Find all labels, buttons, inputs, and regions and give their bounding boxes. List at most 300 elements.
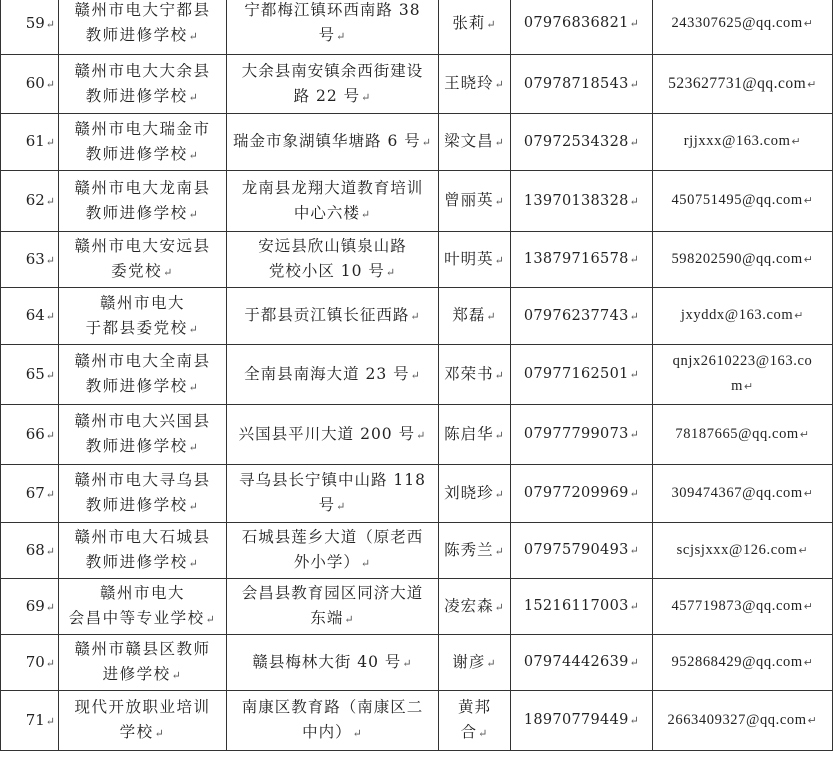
contact-person-cell	[439, 232, 511, 288]
phone-number-text: 07974442639	[523, 654, 629, 670]
table-row	[1, 171, 833, 232]
email-address-line	[656, 538, 829, 564]
email-address-line	[656, 71, 829, 98]
unit-name-text: 教师进修学校	[85, 496, 188, 514]
address-line	[230, 422, 435, 448]
paragraph-mark-icon: ↵	[629, 194, 640, 208]
unit-name-text: 进修学校	[102, 665, 171, 683]
phone-number-text: 07977209969	[523, 485, 629, 501]
unit-name-line	[62, 142, 223, 168]
unit-name-text: 教师进修学校	[85, 26, 188, 44]
paragraph-mark-icon: ↵	[188, 441, 200, 454]
email-address-line	[656, 422, 829, 448]
paragraph-mark-icon: ↵	[791, 136, 802, 148]
paragraph-mark-icon: ↵	[336, 30, 347, 43]
paragraph-mark-icon: ↵	[45, 487, 55, 501]
row-number-cell	[1, 114, 59, 171]
phone-number-cell	[511, 171, 653, 232]
phone-number-cell	[511, 345, 653, 405]
address-line	[230, 176, 435, 201]
paragraph-mark-icon: ↵	[803, 253, 814, 266]
contact-person-line	[442, 188, 507, 214]
email-address-text: 598202590@qq.com	[671, 250, 803, 267]
unit-name-line	[62, 468, 223, 493]
contact-person-cell	[439, 523, 511, 579]
row-number-cell	[1, 523, 59, 579]
unit-name-cell	[59, 288, 227, 345]
unit-name-cell	[59, 114, 227, 171]
unit-name-line	[62, 637, 223, 662]
email-address-line	[656, 708, 829, 734]
contact-person-cell	[439, 55, 511, 114]
paragraph-mark-icon: ↵	[188, 381, 200, 394]
unit-name-text: 赣州市电大龙南县	[74, 178, 211, 197]
paragraph-mark-icon: ↵	[629, 135, 640, 149]
email-address-cell	[653, 405, 833, 465]
unit-name-text: 赣州市电大宁都县	[74, 1, 211, 19]
unit-name-text: 赣州市电大兴国县	[74, 412, 211, 430]
phone-number-text: 13879716578	[523, 251, 629, 267]
row-number-cell	[1, 55, 59, 114]
unit-name-text: 赣州市电大瑞金市	[74, 119, 211, 138]
unit-name-line	[62, 720, 223, 746]
row-number-line	[4, 71, 55, 97]
address-text: 南康区教育路（南康区二	[241, 698, 424, 716]
email-address-cell	[653, 523, 833, 579]
paragraph-mark-icon: ↵	[494, 428, 505, 442]
paragraph-mark-icon: ↵	[410, 368, 421, 382]
paragraph-mark-icon: ↵	[629, 368, 640, 381]
unit-name-line	[62, 374, 223, 400]
address-text: 东端	[310, 609, 344, 627]
paragraph-mark-icon: ↵	[629, 253, 640, 266]
email-address-text: scjsjxxx@126.com	[676, 541, 798, 558]
table-row	[1, 0, 833, 55]
contact-person-cell	[439, 405, 511, 465]
paragraph-mark-icon: ↵	[45, 656, 55, 670]
unit-name-cell	[59, 0, 227, 55]
paragraph-mark-icon: ↵	[629, 428, 640, 441]
paragraph-mark-icon: ↵	[385, 266, 397, 279]
unit-name-text: 现代开放职业培训	[74, 698, 211, 716]
row-number-line	[4, 303, 55, 329]
table-row	[1, 114, 833, 171]
paragraph-mark-icon: ↵	[629, 656, 640, 669]
paragraph-mark-icon: ↵	[45, 78, 55, 91]
unit-name-cell	[59, 691, 227, 751]
row-number-line	[4, 422, 55, 448]
phone-number-cell	[511, 288, 653, 345]
unit-name-line	[62, 234, 223, 259]
unit-name-text: 委党校	[111, 262, 163, 280]
contact-person-text: 张莉	[452, 13, 486, 32]
paragraph-mark-icon: ↵	[402, 656, 413, 670]
phone-number-line	[514, 304, 649, 329]
contact-person-text: 曾丽英	[444, 191, 494, 209]
unit-name-text: 赣州市电大寻乌县	[74, 471, 211, 489]
row-number-text: 66	[25, 424, 45, 443]
paragraph-mark-icon: ↵	[629, 309, 640, 323]
address-cell	[227, 288, 439, 345]
unit-name-text: 赣州市电大安远县	[74, 237, 211, 255]
paragraph-mark-icon: ↵	[794, 310, 805, 322]
address-line	[230, 550, 435, 576]
paragraph-mark-icon: ↵	[45, 17, 55, 31]
contact-person-text: 陈秀兰	[444, 540, 494, 559]
row-number-cell	[1, 345, 59, 405]
email-address-cell	[653, 171, 833, 232]
phone-number-text: 07978718543	[523, 75, 629, 92]
unit-name-line	[62, 316, 223, 342]
address-text: 瑞金市象湖镇华塘路 6 号	[233, 132, 421, 150]
address-line	[230, 129, 435, 155]
unit-name-cell	[59, 345, 227, 405]
paragraph-mark-icon: ↵	[188, 90, 200, 104]
unit-name-text: 教师进修学校	[85, 203, 188, 222]
paragraph-mark-icon: ↵	[486, 656, 497, 670]
contact-person-line	[442, 594, 507, 620]
paragraph-mark-icon: ↵	[629, 77, 640, 91]
unit-name-text: 会昌中等专业学校	[68, 609, 205, 627]
email-address-line	[656, 650, 829, 676]
row-number-cell	[1, 232, 59, 288]
row-number-line	[4, 247, 55, 273]
paragraph-mark-icon: ↵	[45, 368, 55, 382]
phone-number-cell	[511, 405, 653, 465]
email-address-text: qnjx2610223@163.co	[672, 353, 813, 369]
address-line	[230, 606, 435, 632]
paragraph-mark-icon: ↵	[45, 310, 55, 323]
address-text: 宁都梅江镇环西南路 38	[244, 1, 421, 19]
unit-name-text: 学校	[119, 723, 154, 741]
row-number-cell	[1, 171, 59, 232]
paragraph-mark-icon: ↵	[45, 714, 55, 728]
unit-name-line	[62, 606, 223, 632]
phone-number-cell	[511, 114, 653, 171]
address-cell	[227, 55, 439, 114]
contact-person-line	[442, 650, 507, 676]
unit-name-line	[62, 0, 223, 23]
paragraph-mark-icon: ↵	[360, 207, 372, 221]
address-line	[230, 695, 435, 720]
table-row	[1, 405, 833, 465]
address-text: 中心六楼	[293, 203, 360, 222]
unit-name-line	[62, 493, 223, 519]
address-text: 路 22 号	[293, 86, 361, 105]
unit-name-cell	[59, 465, 227, 523]
email-address-text: 78187665@qq.com	[675, 425, 799, 442]
phone-number-cell	[511, 465, 653, 523]
email-address-line	[656, 11, 829, 37]
address-line	[230, 59, 435, 84]
contact-person-text: 邓荣书	[444, 364, 494, 383]
paragraph-mark-icon: ↵	[629, 487, 640, 500]
address-cell	[227, 523, 439, 579]
address-cell	[227, 579, 439, 635]
unit-name-cell	[59, 523, 227, 579]
table-row	[1, 523, 833, 579]
address-text: 龙南县龙翔大道教育培训	[241, 178, 424, 197]
address-text: 石城县莲乡大道（原老西	[241, 528, 424, 546]
phone-number-line	[514, 189, 649, 214]
address-text: 赣县梅林大街 40 号	[252, 652, 402, 671]
phone-number-text: 13970138328	[523, 192, 629, 209]
unit-name-text: 赣州市电大石城县	[74, 528, 211, 546]
row-number-text: 64	[25, 306, 45, 324]
paragraph-mark-icon: ↵	[188, 148, 200, 162]
contact-person-cell	[439, 465, 511, 523]
phone-number-text: 07976237743	[523, 307, 629, 324]
address-line	[230, 0, 435, 23]
email-address-cell	[653, 345, 833, 405]
table-row	[1, 579, 833, 635]
phone-number-cell	[511, 523, 653, 579]
unit-name-text: 教师进修学校	[85, 144, 188, 163]
email-address-cell	[653, 691, 833, 751]
paragraph-mark-icon: ↵	[494, 195, 505, 208]
contact-person-line	[442, 71, 507, 97]
address-text: 党校小区 10 号	[268, 262, 385, 280]
paragraph-mark-icon: ↵	[494, 78, 505, 91]
row-number-text: 65	[25, 364, 45, 383]
unit-name-cell	[59, 579, 227, 635]
unit-name-line	[62, 662, 223, 688]
phone-number-text: 07976836821	[523, 15, 629, 31]
email-address-text: rjjxxx@163.com	[683, 133, 791, 149]
email-address-cell	[653, 288, 833, 345]
unit-name-text: 赣州市电大	[99, 293, 185, 312]
unit-name-text: 赣州市电大大余县	[74, 61, 211, 80]
address-line	[230, 468, 435, 493]
address-line	[230, 720, 435, 746]
paragraph-mark-icon: ↵	[45, 253, 55, 267]
address-cell	[227, 465, 439, 523]
paragraph-mark-icon: ↵	[629, 544, 640, 557]
paragraph-mark-icon: ↵	[494, 600, 505, 614]
row-number-text: 69	[25, 596, 45, 615]
contact-person-line	[442, 362, 507, 388]
email-address-text: 2663409327@qq.com	[667, 711, 807, 728]
address-line	[230, 525, 435, 550]
contact-person-cell	[439, 288, 511, 345]
paragraph-mark-icon: ↵	[344, 613, 355, 626]
unit-name-line	[62, 84, 223, 110]
row-number-text: 71	[25, 710, 45, 729]
contact-person-text: 谢彦	[452, 652, 486, 671]
address-line	[230, 362, 435, 388]
email-address-line	[656, 349, 829, 374]
row-number-text: 63	[25, 249, 45, 268]
row-number-cell	[1, 691, 59, 751]
paragraph-mark-icon: ↵	[807, 714, 818, 727]
email-address-cell	[653, 635, 833, 691]
paragraph-mark-icon: ↵	[336, 500, 347, 513]
address-cell	[227, 405, 439, 465]
unit-name-text: 教师进修学校	[85, 377, 188, 395]
address-text: 兴国县平川大道 200 号	[238, 424, 416, 443]
unit-name-cell	[59, 55, 227, 114]
email-address-text: 309474367@qq.com	[671, 484, 803, 501]
paragraph-mark-icon: ↵	[45, 544, 55, 558]
contact-person-line	[442, 11, 507, 37]
phone-number-cell	[511, 579, 653, 635]
unit-name-line	[62, 117, 223, 142]
paragraph-mark-icon: ↵	[361, 90, 372, 104]
phone-number-cell	[511, 232, 653, 288]
paragraph-mark-icon: ↵	[803, 600, 814, 613]
paragraph-mark-icon: ↵	[188, 557, 200, 570]
table-body	[1, 0, 833, 751]
email-address-text: 523627731@qq.com	[668, 74, 807, 92]
address-line	[230, 650, 435, 676]
phone-number-text: 07972534328	[523, 133, 629, 150]
address-line	[230, 493, 435, 519]
contact-person-line	[442, 720, 507, 746]
contact-person-line	[442, 247, 507, 273]
contact-person-text: 凌宏森	[444, 596, 494, 615]
paragraph-mark-icon: ↵	[154, 727, 166, 740]
address-cell	[227, 171, 439, 232]
phone-number-text: 07975790493	[523, 542, 629, 558]
address-text: 号	[318, 26, 336, 44]
contact-person-text: 合	[460, 723, 478, 741]
unit-name-line	[62, 434, 223, 460]
email-address-cell	[653, 0, 833, 55]
email-address-text: jxyddx@163.com	[680, 307, 794, 323]
email-address-line	[656, 594, 829, 620]
row-number-cell	[1, 405, 59, 465]
table-row	[1, 691, 833, 751]
paragraph-mark-icon: ↵	[188, 207, 200, 221]
unit-name-cell	[59, 635, 227, 691]
row-number-cell	[1, 635, 59, 691]
paragraph-mark-icon: ↵	[45, 600, 55, 614]
paragraph-mark-icon: ↵	[629, 600, 640, 613]
email-address-line	[656, 129, 829, 155]
row-number-text: 67	[25, 483, 45, 502]
paragraph-mark-icon: ↵	[629, 714, 640, 727]
address-line	[230, 23, 435, 49]
address-cell	[227, 345, 439, 405]
contact-person-text: 梁文昌	[444, 132, 494, 150]
paragraph-mark-icon: ↵	[360, 557, 372, 570]
unit-name-line	[62, 349, 223, 374]
address-text: 全南县南海大道 23 号	[244, 364, 410, 383]
email-address-text: 243307625@qq.com	[671, 14, 803, 31]
phone-number-line	[514, 11, 649, 36]
table-row	[1, 288, 833, 345]
paragraph-mark-icon: ↵	[629, 17, 640, 30]
phone-number-text: 07977162501	[523, 366, 629, 382]
paragraph-mark-icon: ↵	[494, 487, 505, 501]
row-number-line	[4, 650, 55, 676]
unit-name-cell	[59, 232, 227, 288]
paragraph-mark-icon: ↵	[803, 656, 814, 669]
row-number-line	[4, 538, 55, 564]
unit-name-text: 教师进修学校	[85, 86, 188, 105]
email-address-text: 952868429@qq.com	[671, 653, 803, 670]
paragraph-mark-icon: ↵	[45, 428, 55, 442]
contact-person-text: 郑磊	[452, 306, 486, 324]
phone-number-cell	[511, 0, 653, 55]
paragraph-mark-icon: ↵	[486, 17, 497, 31]
email-address-line	[656, 247, 829, 273]
paragraph-mark-icon: ↵	[416, 428, 427, 442]
contact-person-line	[442, 129, 507, 155]
address-text: 号	[318, 496, 336, 514]
row-number-line	[4, 11, 55, 37]
contact-person-cell	[439, 0, 511, 55]
paragraph-mark-icon: ↵	[494, 368, 505, 382]
row-number-line	[4, 481, 55, 507]
row-number-text: 61	[25, 132, 45, 150]
row-number-text: 70	[25, 652, 45, 671]
table-row	[1, 55, 833, 114]
unit-name-line	[62, 550, 223, 576]
phone-number-line	[514, 362, 649, 387]
address-text: 于都县贡江镇长征西路	[244, 306, 410, 324]
table-row	[1, 465, 833, 523]
email-address-text: 457719873@qq.com	[671, 597, 803, 614]
phone-number-line	[514, 594, 649, 619]
address-line	[230, 581, 435, 606]
phone-number-text: 18970779449	[523, 712, 629, 728]
contact-person-line	[442, 422, 507, 448]
table-row	[1, 345, 833, 405]
unit-name-cell	[59, 405, 227, 465]
unit-name-text: 赣州市电大全南县	[74, 352, 211, 370]
contact-person-cell	[439, 691, 511, 751]
address-line	[230, 201, 435, 227]
row-number-text: 62	[25, 191, 45, 209]
contact-person-line	[442, 695, 507, 720]
row-number-line	[4, 594, 55, 620]
row-number-line	[4, 188, 55, 214]
email-address-cell	[653, 465, 833, 523]
paragraph-mark-icon: ↵	[188, 500, 200, 513]
contact-person-cell	[439, 579, 511, 635]
row-number-cell	[1, 0, 59, 55]
unit-name-line	[62, 581, 223, 606]
paragraph-mark-icon: ↵	[799, 428, 810, 441]
phone-number-cell	[511, 55, 653, 114]
table-row	[1, 232, 833, 288]
address-cell	[227, 691, 439, 751]
email-address-cell	[653, 232, 833, 288]
contact-person-text: 刘晓珍	[444, 483, 494, 502]
unit-name-line	[62, 59, 223, 84]
address-cell	[227, 635, 439, 691]
email-address-cell	[653, 114, 833, 171]
contact-person-text: 王晓玲	[444, 74, 494, 92]
unit-name-text: 于都县委党校	[85, 318, 188, 337]
address-line	[230, 84, 435, 110]
paragraph-mark-icon: ↵	[744, 381, 754, 393]
paragraph-mark-icon: ↵	[163, 266, 174, 279]
phone-number-line	[514, 538, 649, 563]
paragraph-mark-icon: ↵	[478, 727, 489, 740]
email-address-text: m	[731, 378, 744, 394]
phone-number-line	[514, 708, 649, 733]
unit-name-line	[62, 23, 223, 49]
unit-name-text: 教师进修学校	[85, 553, 188, 571]
unit-name-line	[62, 291, 223, 316]
row-number-cell	[1, 465, 59, 523]
row-number-text: 59	[25, 13, 45, 32]
email-address-line	[656, 374, 829, 400]
email-address-line	[656, 481, 829, 507]
paragraph-mark-icon: ↵	[421, 136, 432, 149]
